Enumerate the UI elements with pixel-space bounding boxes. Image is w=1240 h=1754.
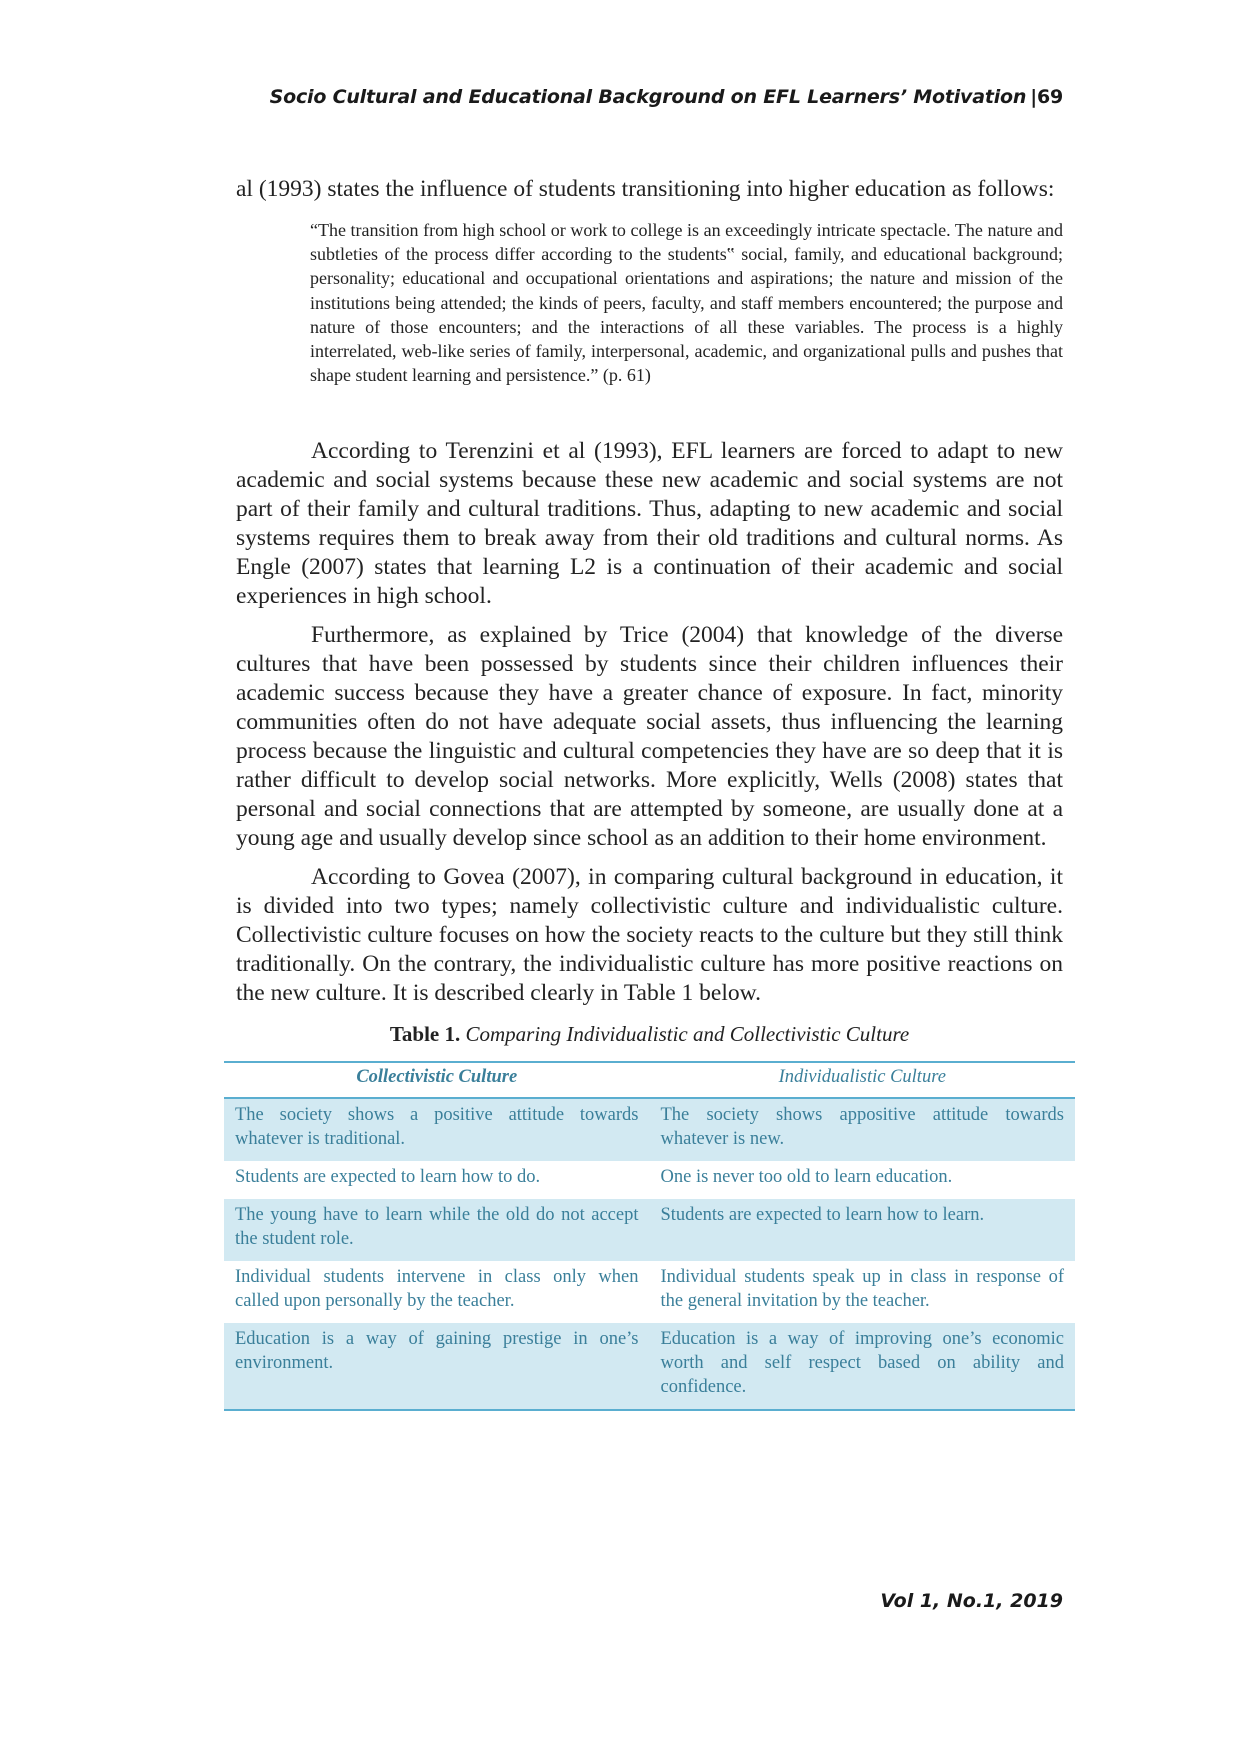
table-cell: The young have to learn while the old do not accept the student role. — [224, 1199, 650, 1261]
comparison-table — [224, 1061, 1075, 1411]
table-header-row — [224, 1062, 1075, 1098]
table-row — [224, 1323, 1075, 1410]
table-row — [224, 1098, 1075, 1161]
header-collectivistic: Collectivistic Culture — [224, 1062, 650, 1098]
header-individualistic: Individualistic Culture — [650, 1062, 1076, 1098]
table-cell: Education is a way of improving one’s economic worth and self respect based on ability and confidence. — [650, 1323, 1076, 1410]
running-header — [236, 86, 1063, 108]
table-row — [224, 1199, 1075, 1261]
page-number: |69 — [1030, 86, 1063, 108]
table-cell: Students are expected to learn how to do. — [235, 1167, 541, 1188]
volume-footer: Vol 1, No.1, 2019 — [880, 1590, 1063, 1612]
table-caption — [236, 1022, 1063, 1047]
page-content — [236, 175, 1063, 1411]
table-cell: Individual students intervene in class only when called upon personally by the teacher. — [235, 1267, 639, 1312]
intro-paragraph: al (1993) states the influence of students transitioning into higher education as follows: — [236, 176, 1055, 202]
table-cell: Individual students speak up in class in response of the general invitation by the teacher. — [660, 1267, 1064, 1312]
table-cell: The society shows appositive attitude towards whatever is new. — [650, 1098, 1076, 1161]
table-cell: Education is a way of gaining prestige in one’s environment. — [224, 1323, 650, 1410]
table-row — [224, 1161, 1075, 1199]
paragraph-govea: According to Govea (2007), in comparing cultural background in education, it is divided into two types; namely collectivistic culture and individualistic culture. Collectivistic culture focuses on how the society reacts to the culture but they still think traditionally. On the contrary, the individualistic culture has more positive reactions on the new culture. It is described clearly in Table 1 below. — [236, 864, 1063, 1007]
table-row — [224, 1261, 1075, 1323]
table-cell: The society shows a positive attitude towards whatever is traditional. — [224, 1098, 650, 1161]
table-cell: One is never too old to learn education. — [660, 1167, 953, 1188]
table-caption-label: Table 1. — [389, 1022, 461, 1047]
table-caption-text: Comparing Individualistic and Collectivistic Culture — [465, 1022, 910, 1047]
paragraph-trice: Furthermore, as explained by Trice (2004) that knowledge of the diverse cultures that have been possessed by students since their children influences their academic success because they have a greater chance of exposure. In fact, minority communities often do not have adequate social assets, thus influencing the learning process because the linguistic and cultural competencies they have are so deep that it is rather difficult to develop social networks. More explicitly, Wells (2008) states that personal and social connections that are attempted by someone, are usually done at a young age and usually develop since school as an addition to their home environment. — [236, 622, 1063, 852]
running-title: Socio Cultural and Educational Background on EFL Learners’ Motivation — [269, 86, 1027, 108]
block-quote: “The transition from high school or work to college is an exceedingly intricate spectacle. The nature and subtleties of the process differ according to the students‟ social, family, and educational background; personality; educational and occupational orientations and aspirations; the nature and mission of the institutions being attended; the kinds of peers, faculty, and staff members encountered; the purpose and nature of those encounters; and the interactions of all these variables. The process is a highly interrelated, web-like series of family, interpersonal, academic, and organizational pulls and pushes that shape student learning and persistence.” (p. 61) — [310, 220, 1063, 386]
table-cell: Students are expected to learn how to learn. — [650, 1199, 1076, 1261]
paragraph-terenzini: According to Terenzini et al (1993), EFL learners are forced to adapt to new academic and social systems because these new academic and social systems are not part of their family and cultural traditions. Thus, adapting to new academic and social systems requires them to break away from their old traditions and cultural norms. As Engle (2007) states that learning L2 is a continuation of their academic and social experiences in high school. — [236, 438, 1063, 610]
